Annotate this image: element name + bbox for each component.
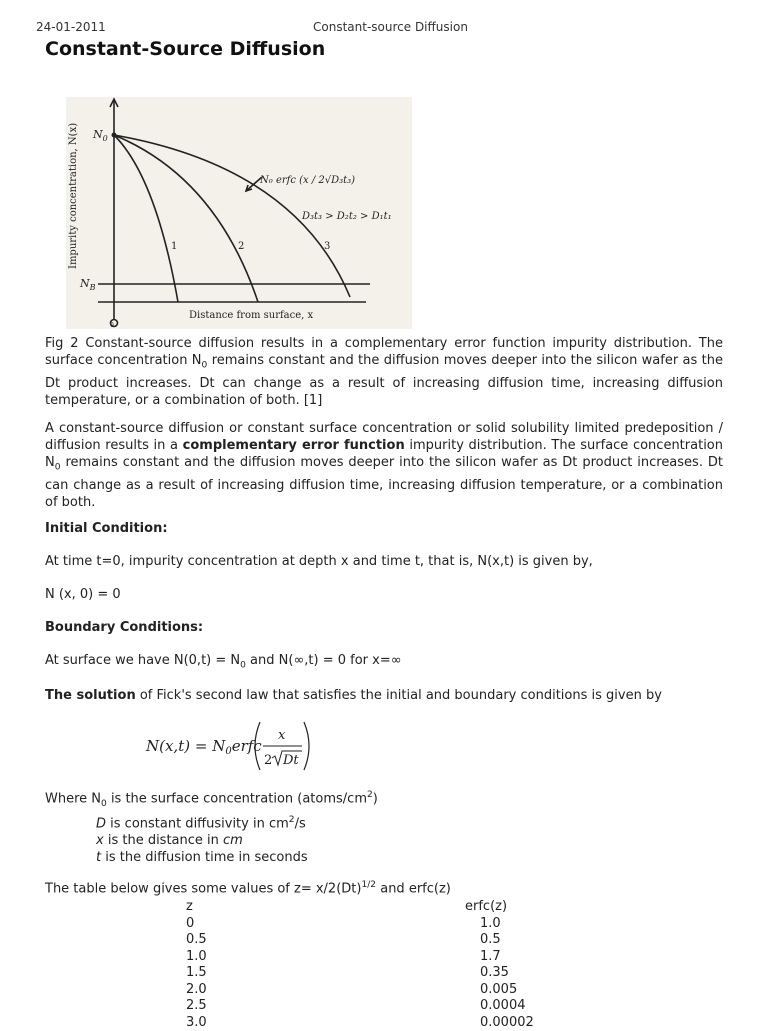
nb-label: $N_B$ (79, 277, 96, 292)
erfc-cell: 1.0 (465, 916, 534, 933)
curve-label-3: 3 (324, 241, 330, 252)
page-title: Constant-Source Diffusion (45, 38, 325, 60)
z-cell: 3.0 (186, 1015, 207, 1031)
header-date: 24-01-2011 (36, 20, 106, 34)
erfc-cell: 0.5 (465, 932, 534, 949)
dt-inequality: D₃t₃ > D₂t₂ > D₁t₁ (301, 211, 392, 222)
erfc-cell: 0.0004 (465, 998, 534, 1015)
z-cell: 0 (186, 916, 207, 933)
erfc-cell: 0.35 (465, 965, 534, 982)
curve-2 (114, 135, 258, 302)
erfc-cell: 0.00002 (465, 1015, 534, 1031)
boundary-conditions-heading: Boundary Conditions: (45, 620, 203, 635)
z-cell: 2.5 (186, 998, 207, 1015)
origin-label: 0 (110, 322, 114, 329)
definition-d: D is constant diffusivity in $cm^2/s$ (96, 812, 308, 832)
formula-denominator-coef: 2 (264, 753, 272, 768)
erfc-header: erfc(z) (465, 899, 534, 916)
z-cell: 0.5 (186, 932, 207, 949)
n0-point (112, 133, 117, 138)
erfc-cell: 1.7 (465, 949, 534, 966)
z-header: z (186, 899, 207, 916)
curve-label-1: 1 (171, 241, 177, 252)
header-title: Constant-source Diffusion (313, 20, 468, 34)
boundary-conditions-text: At surface we have $N(0,t) = N_0$ and N(∞,t) = 0 for x=∞ (45, 653, 402, 671)
where-text: Where $N_0$ is the surface concentration $(atoms/cm^2)$ (45, 790, 378, 809)
initial-condition-equation: N (x, 0) = 0 (45, 587, 121, 602)
erfc-annotation: N₀ erfc (x / 2√D₃t₃) (259, 175, 355, 186)
diffusion-profile-figure (66, 97, 412, 329)
curve-1 (114, 135, 178, 302)
initial-condition-heading: Initial Condition: (45, 521, 168, 536)
curve-label-2: 2 (238, 241, 244, 252)
z-column (186, 899, 207, 1031)
z-cell: 1.5 (186, 965, 207, 982)
figure-caption: Fig 2 Constant-source diffusion results in a complementary error function impurity distribution. The surface concentration $N_0$ remains constant and the diffusion moves deeper into the silicon wafer as the Dt product increases. Dt can change as a result of increasing diffusion time, increasing diffusion temperature, or a combination of both. [1] (45, 335, 723, 409)
solution-text: The solution of Fick's second law that satisfies the initial and boundary conditions is given by (45, 688, 662, 703)
variable-definitions (96, 812, 308, 866)
y-axis-label: Impurity concentration, N(x) (68, 123, 79, 269)
formula-denominator-radicand: Dt (282, 753, 299, 768)
n0-label: $N_0$ (92, 128, 108, 143)
figure-svg (66, 97, 412, 329)
solution-formula (140, 720, 330, 776)
table-intro: The table below gives some values of $z= x/2(Dt)^{1/2}$ and erfc(z) (45, 880, 451, 896)
formula-lhs: $N(x,t) = N_0erfc$ (145, 737, 262, 757)
z-cell: 2.0 (186, 982, 207, 999)
x-axis-label: Distance from surface, x (189, 310, 314, 321)
erfc-cell: 0.005 (465, 982, 534, 999)
formula-numerator: x (278, 728, 286, 743)
initial-condition-text: At time t=0, impurity concentration at depth x and time t, that is, N(x,t) is given by, (45, 554, 593, 569)
definition-x: x is the distance in cm (96, 832, 308, 849)
definition-t: t is the diffusion time in seconds (96, 849, 308, 866)
erfc-emphasis: complementary error function (183, 438, 405, 453)
right-paren (304, 722, 309, 770)
z-cell: 1.0 (186, 949, 207, 966)
erfc-column (465, 899, 534, 1031)
intro-paragraph: A constant-source diffusion or constant surface concentration or solid solubility limited predeposition / diffusion results in a complementary error function impurity distribution. The surface concentration $N_0$ remains constant and the diffusion moves deeper into the silicon wafer as Dt product increases. Dt can change as a result of increasing diffusion time, increasing diffusion temperature, or a combination of both. (45, 420, 723, 511)
